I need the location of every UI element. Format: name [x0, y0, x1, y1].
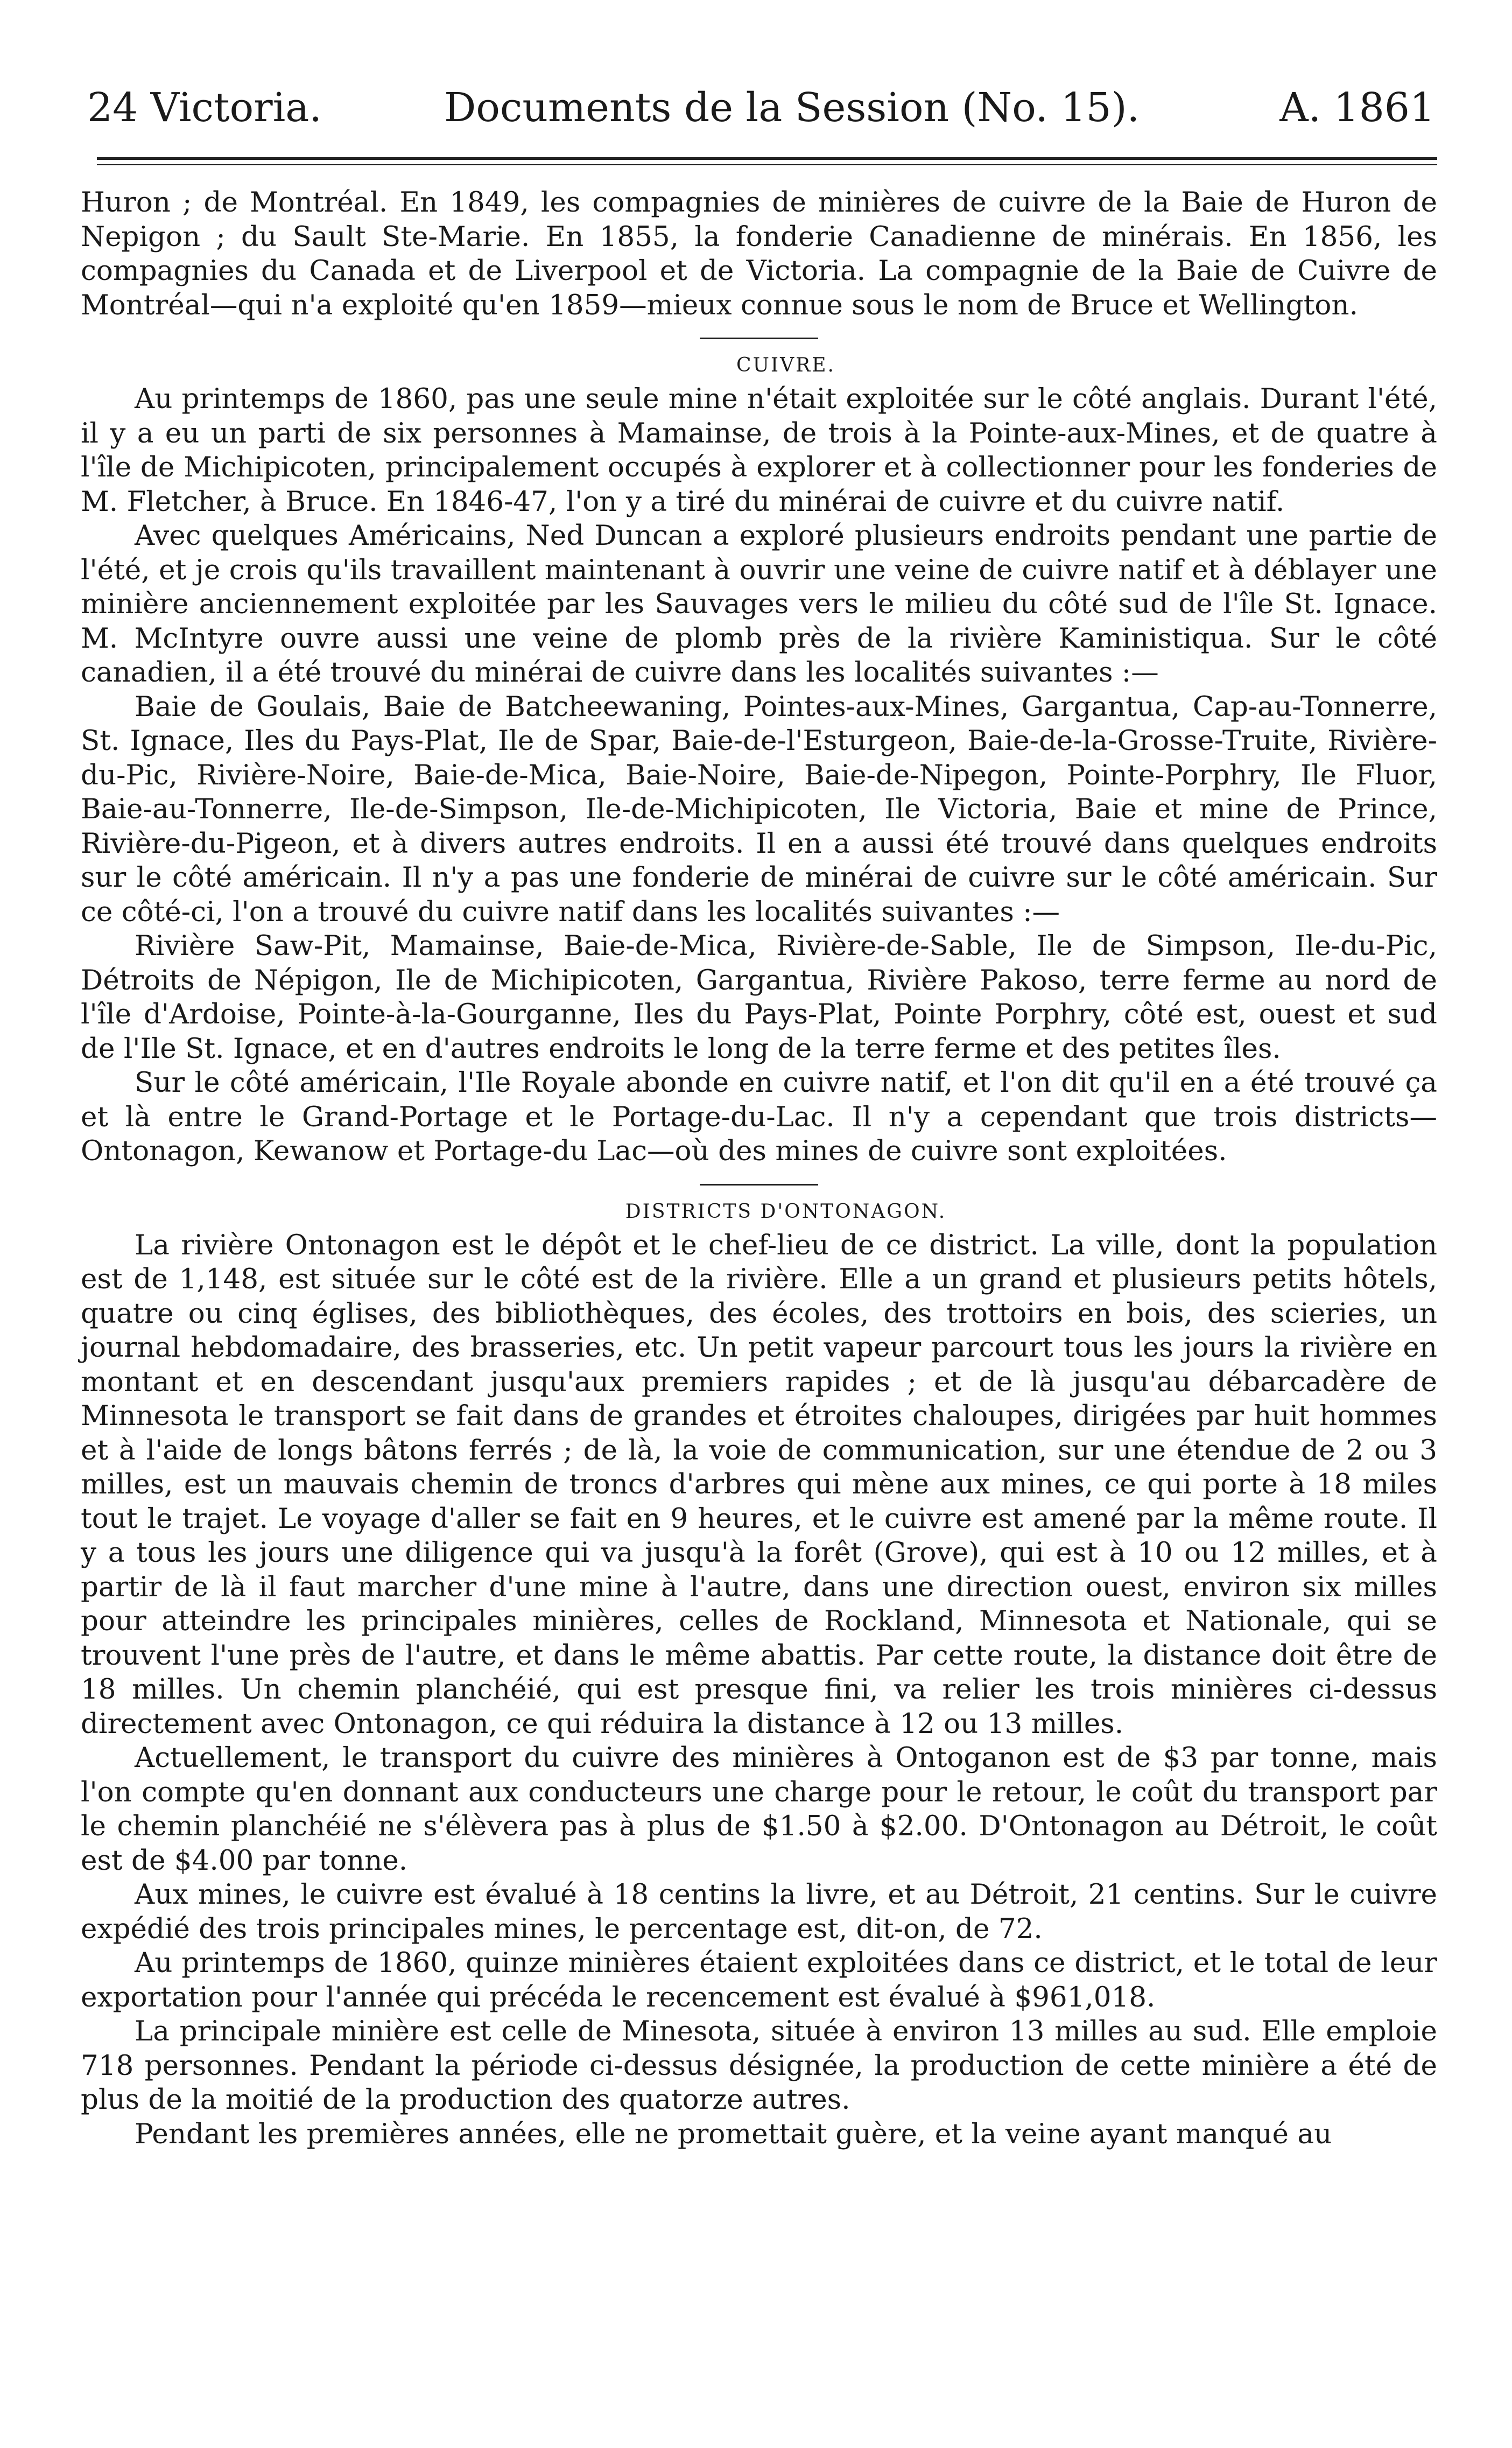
section-heading-districts: DISTRICTS D'ONTONAGON.	[625, 1200, 947, 1223]
section-divider	[700, 338, 818, 339]
body-text	[81, 186, 1437, 2151]
paragraph: Au printemps de 1860, pas une seule mine n'était exploitée sur le côté anglais. Durant l'été, il y a eu un parti de six personnes à Mamainse, de trois à la Pointe-aux-Mines, et de quatre à l'île de Michipicoten, principalement occupés à explorer et à collectionner pour les fonderies de M. Fletcher, à Bruce. En 1846-47, l'on y a tiré du minérai de cuivre et du cuivre natif.	[81, 383, 1437, 518]
paragraph: Baie de Goulais, Baie de Batcheewaning, Pointes-aux-Mines, Gargantua, Cap-au-Tonnerre, St. Ignace, Iles du Pays-Plat, Ile de Spar, Baie-de-l'Esturgeon, Baie-de-la-Grosse-Truite, Rivière-du-Pic, Rivière-Noire, Baie-de-Mica, Baie-Noire, Baie-de-Nipegon, Pointe-Porphry, Ile Fluor, Baie-au-Tonnerre, Ile-de-Simpson, Ile-de-Michipicoten, Ile Victoria, Baie et mine de Prince, Rivière-du-Pigeon, et à divers autres endroits. Il en a aussi été trouvé dans quelques endroits sur le côté américain. Il n'y a pas une fonderie de minérai de cuivre sur le côté américain. Sur ce côté-ci, l'on a trouvé du cuivre natif dans les localités suivantes :—	[81, 690, 1437, 928]
header-volume: 24 Victoria.	[87, 85, 322, 131]
header-rule-thick	[97, 157, 1437, 160]
paragraph: Actuellement, le transport du cuivre des minières à Ontoganon est de $3 par tonne, mais l'on compte qu'en donnant aux conducteurs une charge pour le retour, le coût du transport par le chemin planchéié ne s'élèvera pas à plus de $1.50 à $2.00. D'Ontonagon au Détroit, le coût est de $4.00 par tonne.	[81, 1742, 1437, 1877]
running-header	[81, 81, 1437, 135]
header-title: Documents de la Session (No. 15).	[444, 85, 1140, 131]
paragraph: Pendant les premières années, elle ne promettait guère, et la veine ayant manqué au	[135, 2117, 1332, 2150]
paragraph: Avec quelques Américains, Ned Duncan a exploré plusieurs endroits pendant une partie de l'été, et je crois qu'ils travaillent maintenant à ouvrir une veine de cuivre natif et à déblayer une minière anciennement exploitée par les Sauvages vers le milieu du côté sud de l'île St. Ignace. M. McIntyre ouvre aussi une veine de plomb près de la rivière Kaministiqua. Sur le côté canadien, il a été trouvé du minérai de cuivre dans les localités suivantes :—	[81, 520, 1437, 689]
section-heading-cuivre: CUIVRE.	[736, 354, 835, 376]
section-divider	[700, 1184, 818, 1186]
paragraph: Au printemps de 1860, quinze minières étaient exploitées dans ce district, et le total de leur exportation pour l'année qui précéda le recencement est évalué à $961,018.	[81, 1947, 1437, 2014]
paragraph: Sur le côté américain, l'Ile Royale abonde en cuivre natif, et l'on dit qu'il en a été trouvé ça et là entre le Grand-Portage et le Portage-du-Lac. Il n'y a cependant que trois districts—Ontonagon, Kewanow et Portage-du Lac—où des mines de cuivre sont exploitées.	[81, 1067, 1437, 1167]
paragraph-continuation: Huron ; de Montréal. En 1849, les compagnies de minières de cuivre de la Baie de Huron de Nepigon ; du Sault Ste-Marie. En 1855, la fonderie Canadienne de minérais. En 1856, les compagnies du Canada et de Liverpool et de Victoria. La compagnie de la Baie de Cuivre de Montréal—qui n'a exploité qu'en 1859—mieux connue sous le nom de Bruce et Wellington.	[81, 186, 1437, 321]
header-year: A. 1861	[1279, 85, 1435, 131]
paragraph: Aux mines, le cuivre est évalué à 18 centins la livre, et au Détroit, 21 centins. Sur le cuivre expédié des trois principales mines, le percentage est, dit-on, de 72.	[81, 1878, 1437, 1945]
paragraph: Rivière Saw-Pit, Mamainse, Baie-de-Mica, Rivière-de-Sable, Ile de Simpson, Ile-du-Pic, Détroits de Népigon, Ile de Michipicoten, Gargantua, Rivière Pakoso, terre ferme au nord de l'île d'Ardoise, Pointe-à-la-Gourganne, Iles du Pays-Plat, Pointe Porphry, côté est, ouest et sud de l'Ile St. Ignace, et en d'autres endroits le long de la terre ferme et des petites îles.	[81, 930, 1437, 1065]
paragraph: La rivière Ontonagon est le dépôt et le chef-lieu de ce district. La ville, dont la population est de 1,148, est située sur le côté est de la rivière. Elle a un grand et plusieurs petits hôtels, quatre ou cinq églises, des bibliothèques, des écoles, des trottoirs en bois, des scieries, un journal hebdomadaire, des brasseries, etc. Un petit vapeur parcourt tous les jours la rivière en montant et en descendant jusqu'aux premiers rapides ; et de là jusqu'au débarcadère de Minnesota le transport se fait dans de grandes et étroites chaloupes, dirigées par huit hommes et à l'aide de longs bâtons ferrés ; de là, la voie de communication, sur une étendue de 2 ou 3 milles, est un mauvais chemin de troncs d'arbres qui mène aux mines, ce qui porte à 18 miles tout le trajet. Le voyage d'aller se fait en 9 heures, et le cuivre est amené par la même route. Il y a tous les jours une diligence qui va jusqu'à la forêt (Grove), qui est à 10 ou 12 milles, et à partir de là il faut marcher d'une mine à l'autre, dans une direction ouest, environ six milles pour atteindre les principales minières, celles de Rockland, Minnesota et Nationale, qui se trouvent l'une près de l'autre, et dans le même abattis. Par cette route, la distance doit être de 18 milles. Un chemin planchéié, qui est presque fini, va relier les trois minières ci-dessus directement avec Ontonagon, ce qui réduira la distance à 12 ou 13 milles.	[81, 1229, 1437, 1740]
header-rule-thin	[97, 164, 1437, 165]
document-page	[81, 0, 1437, 2448]
paragraph: La principale minière est celle de Minesota, située à environ 13 milles au sud. Elle emploie 718 personnes. Pendant la période ci-dessus désignée, la production de cette minière a été de plus de la moitié de la production des quatorze autres.	[81, 2015, 1437, 2116]
